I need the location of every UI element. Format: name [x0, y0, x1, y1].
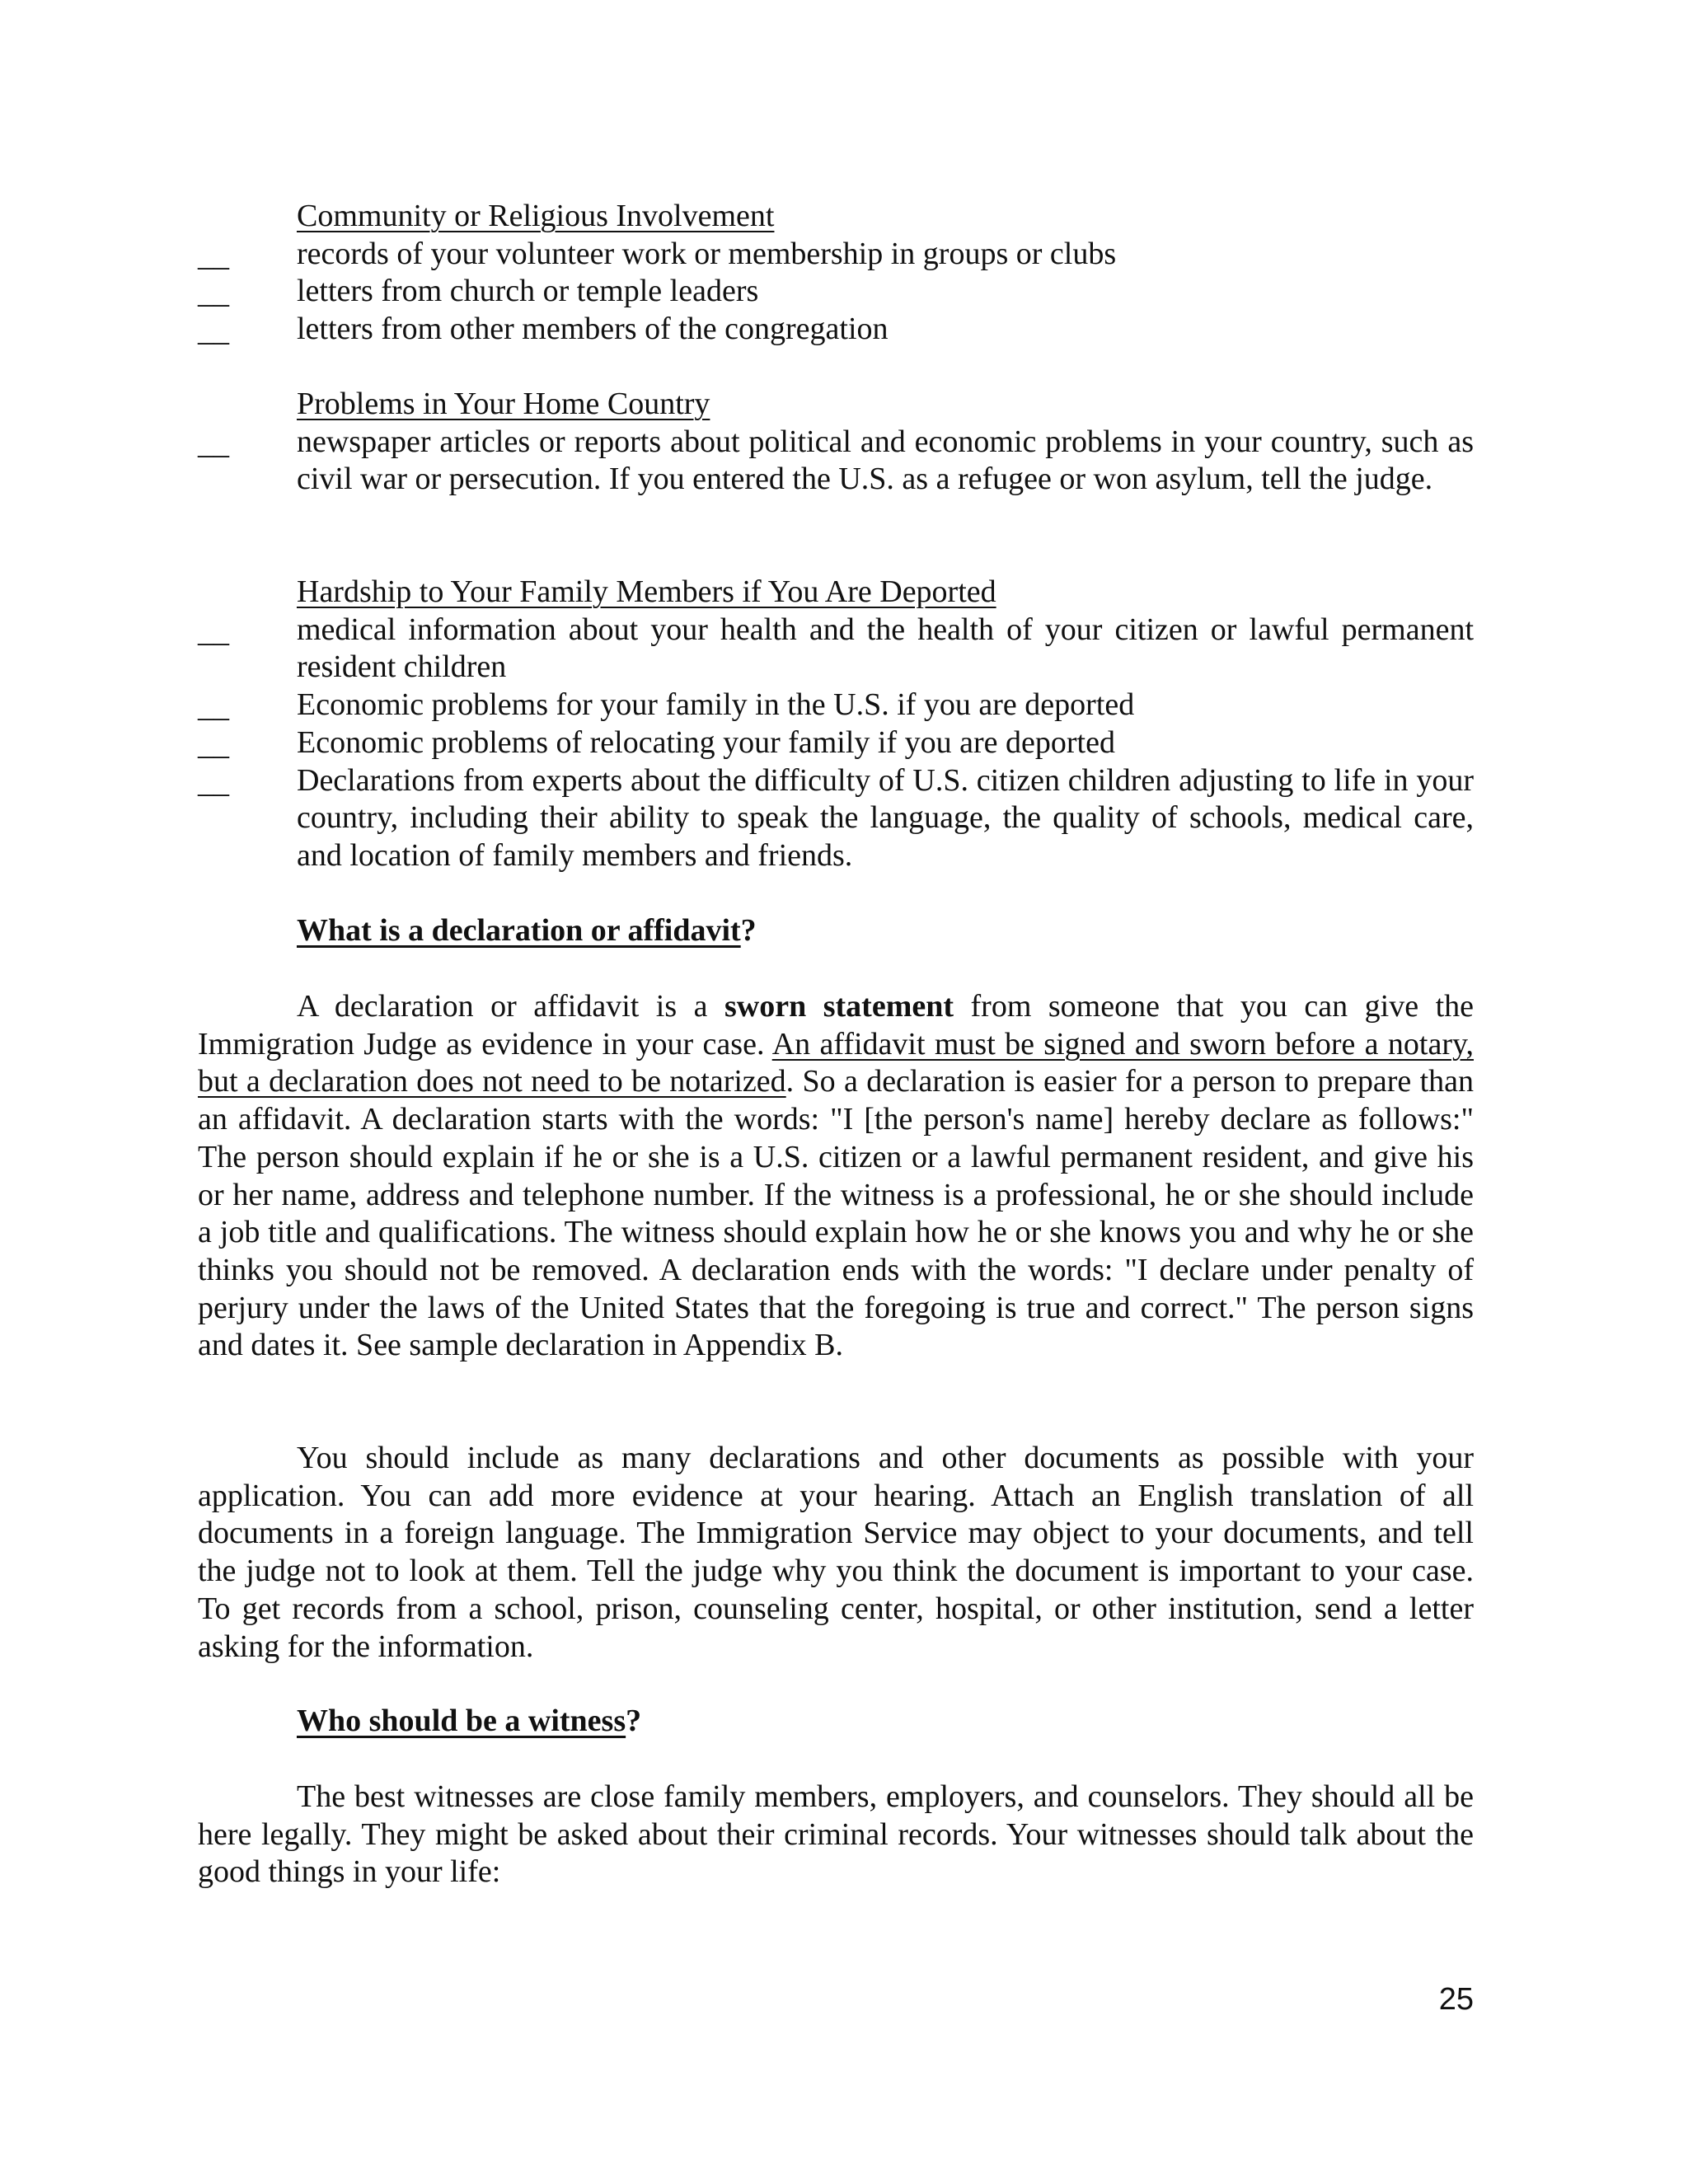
- checklist-blank: __: [198, 237, 229, 273]
- declaration-paragraph-2: You should include as many declarations and other documents as possible with your application. You can add more evidence at your hearing. Attach an English translation of all documents in a foreign language. The Immigration Service may object to your documents, and tell the judge not to look at them. Tell the judge why you think the document is important to your case. To get records from a school, prison, counseling center, hospital, or other institution, send a letter asking for the information.: [198, 1441, 1474, 1664]
- checklist-text: Economic problems for your family in the U.S. if you are deported: [297, 687, 1135, 723]
- checklist-blank: __: [198, 313, 229, 349]
- declaration-heading: [297, 912, 757, 950]
- declaration-p1-c: from someone that you can give the Immigration Judge as evidence in your case.: [198, 989, 1474, 1062]
- witness-heading: [297, 1703, 641, 1741]
- section-heading: Hardship to Your Family Members if You Are Deported: [297, 574, 996, 609]
- declaration-heading-text: What is a declaration or affidavit: [297, 913, 741, 948]
- checklist-text: newspaper articles or reports about political and economic problems in your country, such as civil war or persecution. If you entered the U.S. as a refugee or won asylum, tell the judge.: [297, 424, 1474, 497]
- section-heading: Problems in Your Home Country: [297, 387, 710, 421]
- checklist-blank: __: [198, 425, 229, 461]
- declaration-p1-a: A declaration or affidavit is a: [297, 989, 725, 1024]
- checklist-text: letters from church or temple leaders: [297, 274, 759, 309]
- checklist-text: letters from other members of the congregation: [297, 312, 889, 347]
- checklist-blank: __: [198, 726, 229, 762]
- witness-heading-mark: ?: [626, 1704, 642, 1738]
- checklist-text: records of your volunteer work or membership in groups or clubs: [297, 236, 1117, 271]
- declaration-p1-e: . So a declaration is easier for a person to prepare than an affidavit. A declaration starts with the words: "I [the person's name] hereby declare as follows:" The person should explain if he or she is a U.S. citizen or a lawful permanent resident, and give his or her name, address and telephone number. If the witness is a professional, he or she should include a job title and qualifications. The witness should explain how he or she knows you and why he or she thinks you should not be removed. A declaration ends with the words: "I declare under penalty of perjury under the laws of the United States that the foregoing is true and correct." The person signs and dates it. See sample declaration in Appendix B.: [198, 1064, 1475, 1363]
- declaration-heading-mark: ?: [740, 913, 757, 948]
- checklist-blank: __: [198, 764, 229, 799]
- checklist-text: Economic problems of relocating your family if you are deported: [297, 724, 1115, 760]
- witness-heading-text: Who should be a witness: [297, 1704, 626, 1738]
- checklist-blank: __: [198, 275, 229, 311]
- declaration-paragraph-1: [198, 988, 1474, 1365]
- page-number: 25: [1438, 1982, 1474, 2017]
- checklist-text: medical information about your health and the health of your citizen or lawful permanent resident children: [297, 612, 1474, 685]
- checklist-blank: __: [198, 613, 229, 649]
- declaration-p1-bold: sworn statement: [724, 989, 954, 1024]
- witness-paragraph: The best witnesses are close family members, employers, and counselors. They should all be here legally. They might be asked about their criminal records. Your witnesses should talk about the good things in your life:: [198, 1779, 1474, 1890]
- checklist-text: Declarations from experts about the difficulty of U.S. citizen children adjusting to life in your country, including their ability to speak the language, the quality of schools, medical care, and location of family members and friends.: [297, 762, 1474, 873]
- checklist-blank: __: [198, 689, 229, 724]
- declaration-p1-underlined: An affidavit must be signed and sworn before a notary, but a declaration does not need to be notarized: [198, 1026, 1474, 1099]
- section-heading: Community or Religious Involvement: [297, 199, 775, 233]
